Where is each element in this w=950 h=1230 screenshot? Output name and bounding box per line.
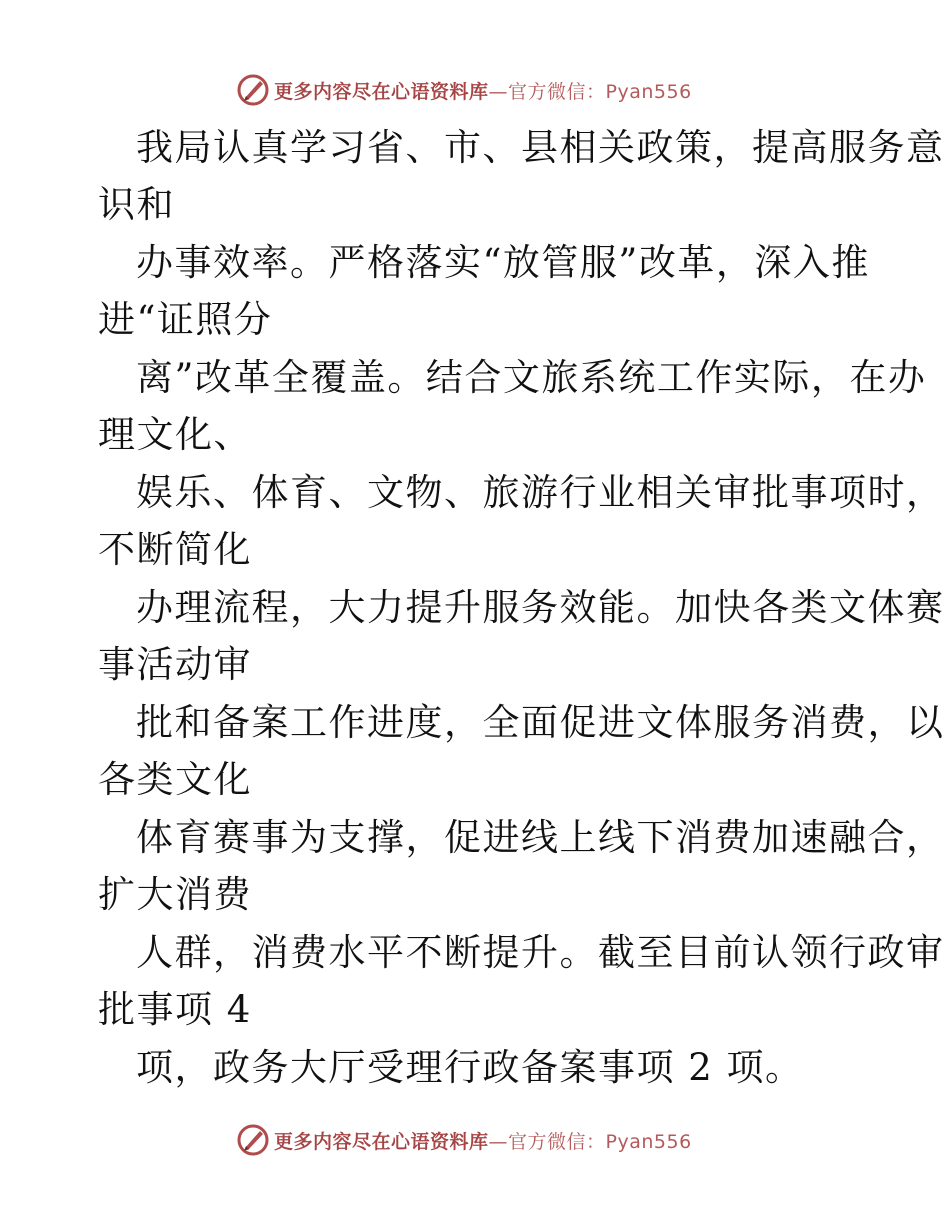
paragraph-line: 批事项 4 <box>98 988 252 1031</box>
paragraph-line: 体育赛事为支撑，促进线上线下消费加速融合， <box>136 816 945 859</box>
paragraph-line: 不断简化 <box>98 528 252 571</box>
paragraph-line: 办事效率。严格落实“放管服”改革，深入推 <box>136 241 870 284</box>
paragraph-line: 我局认真学习省、市、县相关政策，提高服务意 <box>136 126 945 169</box>
paragraph-line: 进“证照分 <box>98 298 273 341</box>
watermark-brand: 更多内容尽在心语资料库 <box>274 1130 489 1153</box>
paragraph-line: 娱乐、体育、文物、旅游行业相关审批事项时， <box>136 471 945 514</box>
paragraph-line: 办理流程，大力提升服务效能。加快各类文体赛 <box>136 586 945 629</box>
watermark-wechat: —官方微信：Pyan556 <box>488 1130 692 1153</box>
watermark-wechat: —官方微信：Pyan556 <box>488 80 692 103</box>
paragraph-line: 项，政务大厅受理行政备案事项 2 项。 <box>136 1046 804 1089</box>
watermark-brand: 更多内容尽在心语资料库 <box>274 80 489 103</box>
paragraph-line: 扩大消费 <box>98 873 252 916</box>
header-watermark <box>236 73 692 107</box>
paragraph-line: 批和备案工作进度，全面促进文体服务消费，以 <box>136 701 945 744</box>
footer-watermark <box>236 1123 692 1157</box>
paragraph-line: 理文化、 <box>98 413 252 456</box>
paragraph-line: 人群，消费水平不断提升。截至目前认领行政审 <box>136 931 945 974</box>
paragraph-line: 事活动审 <box>98 643 252 686</box>
watermark-text <box>274 77 692 104</box>
paragraph-line: 各类文化 <box>98 758 252 801</box>
paragraph-line: 识和 <box>98 183 175 226</box>
quill-pen-seal-icon <box>236 1123 270 1157</box>
quill-pen-seal-icon <box>236 73 270 107</box>
watermark-text <box>274 1127 692 1154</box>
paragraph-line: 离”改革全覆盖。结合文旅系统工作实际，在办 <box>136 356 927 399</box>
